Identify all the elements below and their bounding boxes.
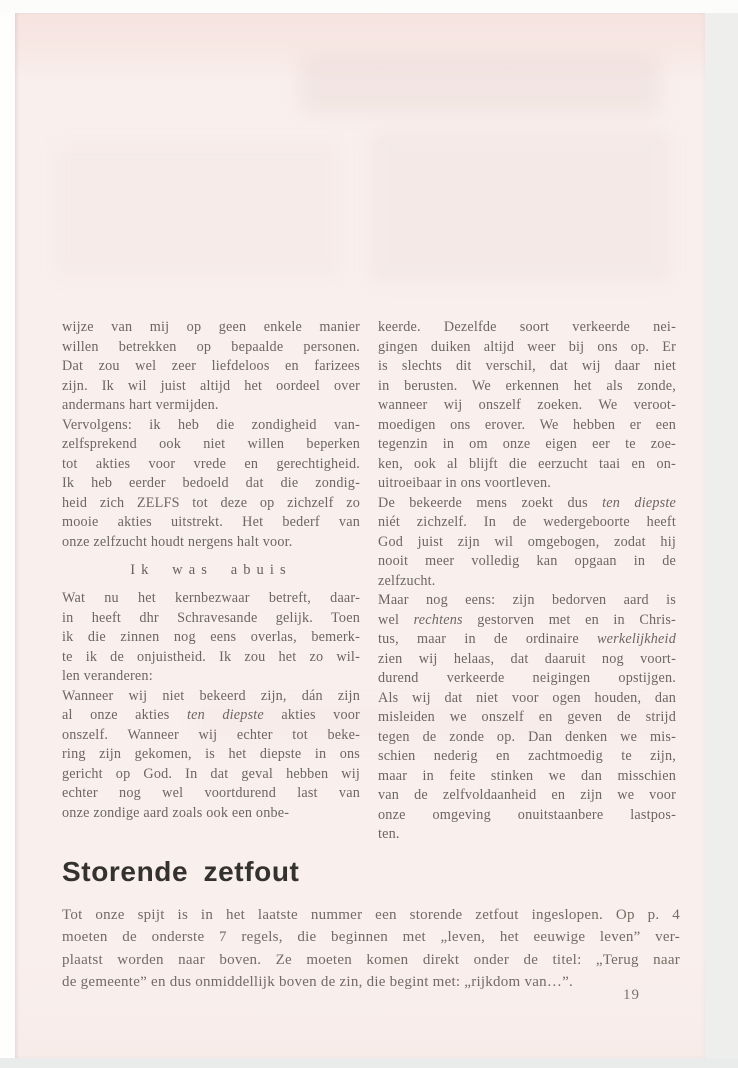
text-line: uitroeibaar in ons voortleven. xyxy=(378,475,552,491)
text-line: misleiden we onszelf en geven de strijd xyxy=(378,709,676,725)
text-line: wijze van mij op geen enkele manier xyxy=(62,319,360,335)
paragraph xyxy=(62,904,680,994)
text-line: gingen duiken altijd weer bij ons op. Er xyxy=(378,338,676,355)
text-line: gericht op God. In dat geval hebben wij xyxy=(62,765,360,782)
scan-margin-bottom xyxy=(0,1058,738,1068)
text-line: van de zelfvoldaanheid en zijn we voor xyxy=(378,787,676,803)
text-line: onze zelfzucht houdt nergens halt voor. xyxy=(62,533,293,550)
text-line: zelfzucht. xyxy=(378,572,436,589)
text-line: zelfsprekend ook niet willen beperken xyxy=(62,436,360,452)
bleedthrough-ghost-title xyxy=(300,55,660,113)
text-line: keerde. Dezelfde soort verkeerde nei- xyxy=(378,319,676,335)
article-right-column xyxy=(378,318,676,845)
paragraph xyxy=(62,589,360,687)
text-line: willen betrekken op bepaalde personen. xyxy=(62,338,360,355)
text-line: Tot onze spijt is in het laatste nummer een storende zetfout ingeslopen. Op p. 4 xyxy=(62,907,680,923)
article-subheading: Ik was abuis xyxy=(130,562,292,578)
paragraph xyxy=(378,494,676,592)
text-line: Ik heb eerder bedoeld dat die zondig- xyxy=(62,475,360,491)
text-line: wanneer wij onszelf zoeken. We veroot- xyxy=(378,397,676,413)
bleedthrough-ghost-text xyxy=(55,143,340,278)
paragraph xyxy=(378,591,676,845)
text-line: tegen de zonde op. Dan denken we mis- xyxy=(378,728,676,745)
text-line: wel rechtens gestorven met en in Chris- xyxy=(378,611,676,628)
text-line: te ik de onjuistheid. Ik zou het zo wil- xyxy=(62,648,360,665)
scan-margin-top xyxy=(0,0,738,13)
text-line: ken, ook al blijft die eerzucht taai en on- xyxy=(378,455,676,472)
text-line: echter nog wel voortdurend last van xyxy=(62,785,360,801)
text-line: Dat zou wel zeer liefdeloos en farizees xyxy=(62,358,360,374)
text-line: ring zijn gekomen, is het diepste in ons xyxy=(62,746,360,762)
text-line: God juist zijn wil omgebogen, zodat hij xyxy=(378,533,676,550)
text-line: De bekeerde mens zoekt dus ten diepste xyxy=(378,494,676,511)
text-line: maar in feite stinken we dan misschien xyxy=(378,767,676,784)
text-line: durend verkeerde neigingen opstijgen. xyxy=(378,670,676,686)
text-line: Wanneer wij niet bekeerd zijn, dán zijn xyxy=(62,687,360,704)
text-line: de gemeente” en dus onmiddellijk boven de zin, die begint met: „rijkdom van…”. xyxy=(62,974,574,991)
text-line: onszelf. Wanneer wij echter tot beke- xyxy=(62,726,360,743)
text-line: moeten de onderste 7 regels, die beginnen met „leven, het eeuwige leven” ver- xyxy=(62,929,680,946)
text-line: zien wij helaas, dat daaruit nog voort- xyxy=(378,650,676,667)
text-line: Wat nu het kernbezwaar betreft, daar- xyxy=(62,590,360,606)
text-line: tegenzin in om onze eigen eer te zoe- xyxy=(378,436,676,452)
text-line: schien nederig en zachtmoedig te zijn, xyxy=(378,748,676,764)
scan-margin-left xyxy=(0,0,15,1068)
magazine-page xyxy=(15,13,705,1058)
text-line: andermans hart vermijden. xyxy=(62,397,219,413)
paragraph xyxy=(62,318,360,416)
text-line: mooie akties uitstrekt. Het bederf van xyxy=(62,514,360,530)
text-line: in berusten. We erkennen het als zonde, xyxy=(378,377,676,394)
article-left-column xyxy=(62,318,360,823)
text-line: ik die zinnen nog eens overlas, bemerk- xyxy=(62,629,360,645)
text-line: Vervolgens: ik heb die zondigheid van- xyxy=(62,416,360,433)
paragraph xyxy=(62,687,360,824)
text-line: onze omgeving onuitstaanbere lastpos- xyxy=(378,806,676,823)
text-line: onze zondige aard zoals ook een onbe- xyxy=(62,804,290,821)
text-line: moedigen ons erover. We hebben er een xyxy=(378,416,676,433)
page-number: 19 xyxy=(623,987,640,1003)
text-line: nooit meer volledig kan opgaan in de xyxy=(378,553,676,569)
text-line: plaatst worden naar boven. Ze moeten komen direkt onder de titel: „Terug naar xyxy=(62,951,680,968)
text-line: niét zichzelf. In de wedergeboorte heeft xyxy=(378,514,676,530)
paragraph xyxy=(378,318,676,494)
text-line: tot akties voor vrede en gerechtigheid. xyxy=(62,455,360,472)
erratum-heading: Storende zetfout xyxy=(62,856,300,887)
text-line: tus, maar in de ordinaire werkelijkheid xyxy=(378,631,676,647)
bleedthrough-ghost-text xyxy=(370,131,670,281)
text-line: is slechts dit verschil, dat wij daar niet xyxy=(378,358,676,374)
text-line: heid zich ZELFS tot deze op zichzelf zo xyxy=(62,494,360,511)
scan-margin-right xyxy=(705,0,738,1068)
text-line: zijn. Ik wil juist altijd het oordeel over xyxy=(62,377,360,394)
paragraph xyxy=(62,416,360,553)
text-line: len veranderen: xyxy=(62,668,153,684)
erratum-paragraph xyxy=(62,904,680,994)
text-line: al onze akties ten diepste akties voor xyxy=(62,707,360,723)
text-line: ten. xyxy=(378,826,400,842)
text-line: Maar nog eens: zijn bedorven aard is xyxy=(378,592,676,608)
text-line: in heeft dhr Schravesande gelijk. Toen xyxy=(62,609,360,626)
text-line: Als wij dat niet voor ogen houden, dan xyxy=(378,689,676,706)
